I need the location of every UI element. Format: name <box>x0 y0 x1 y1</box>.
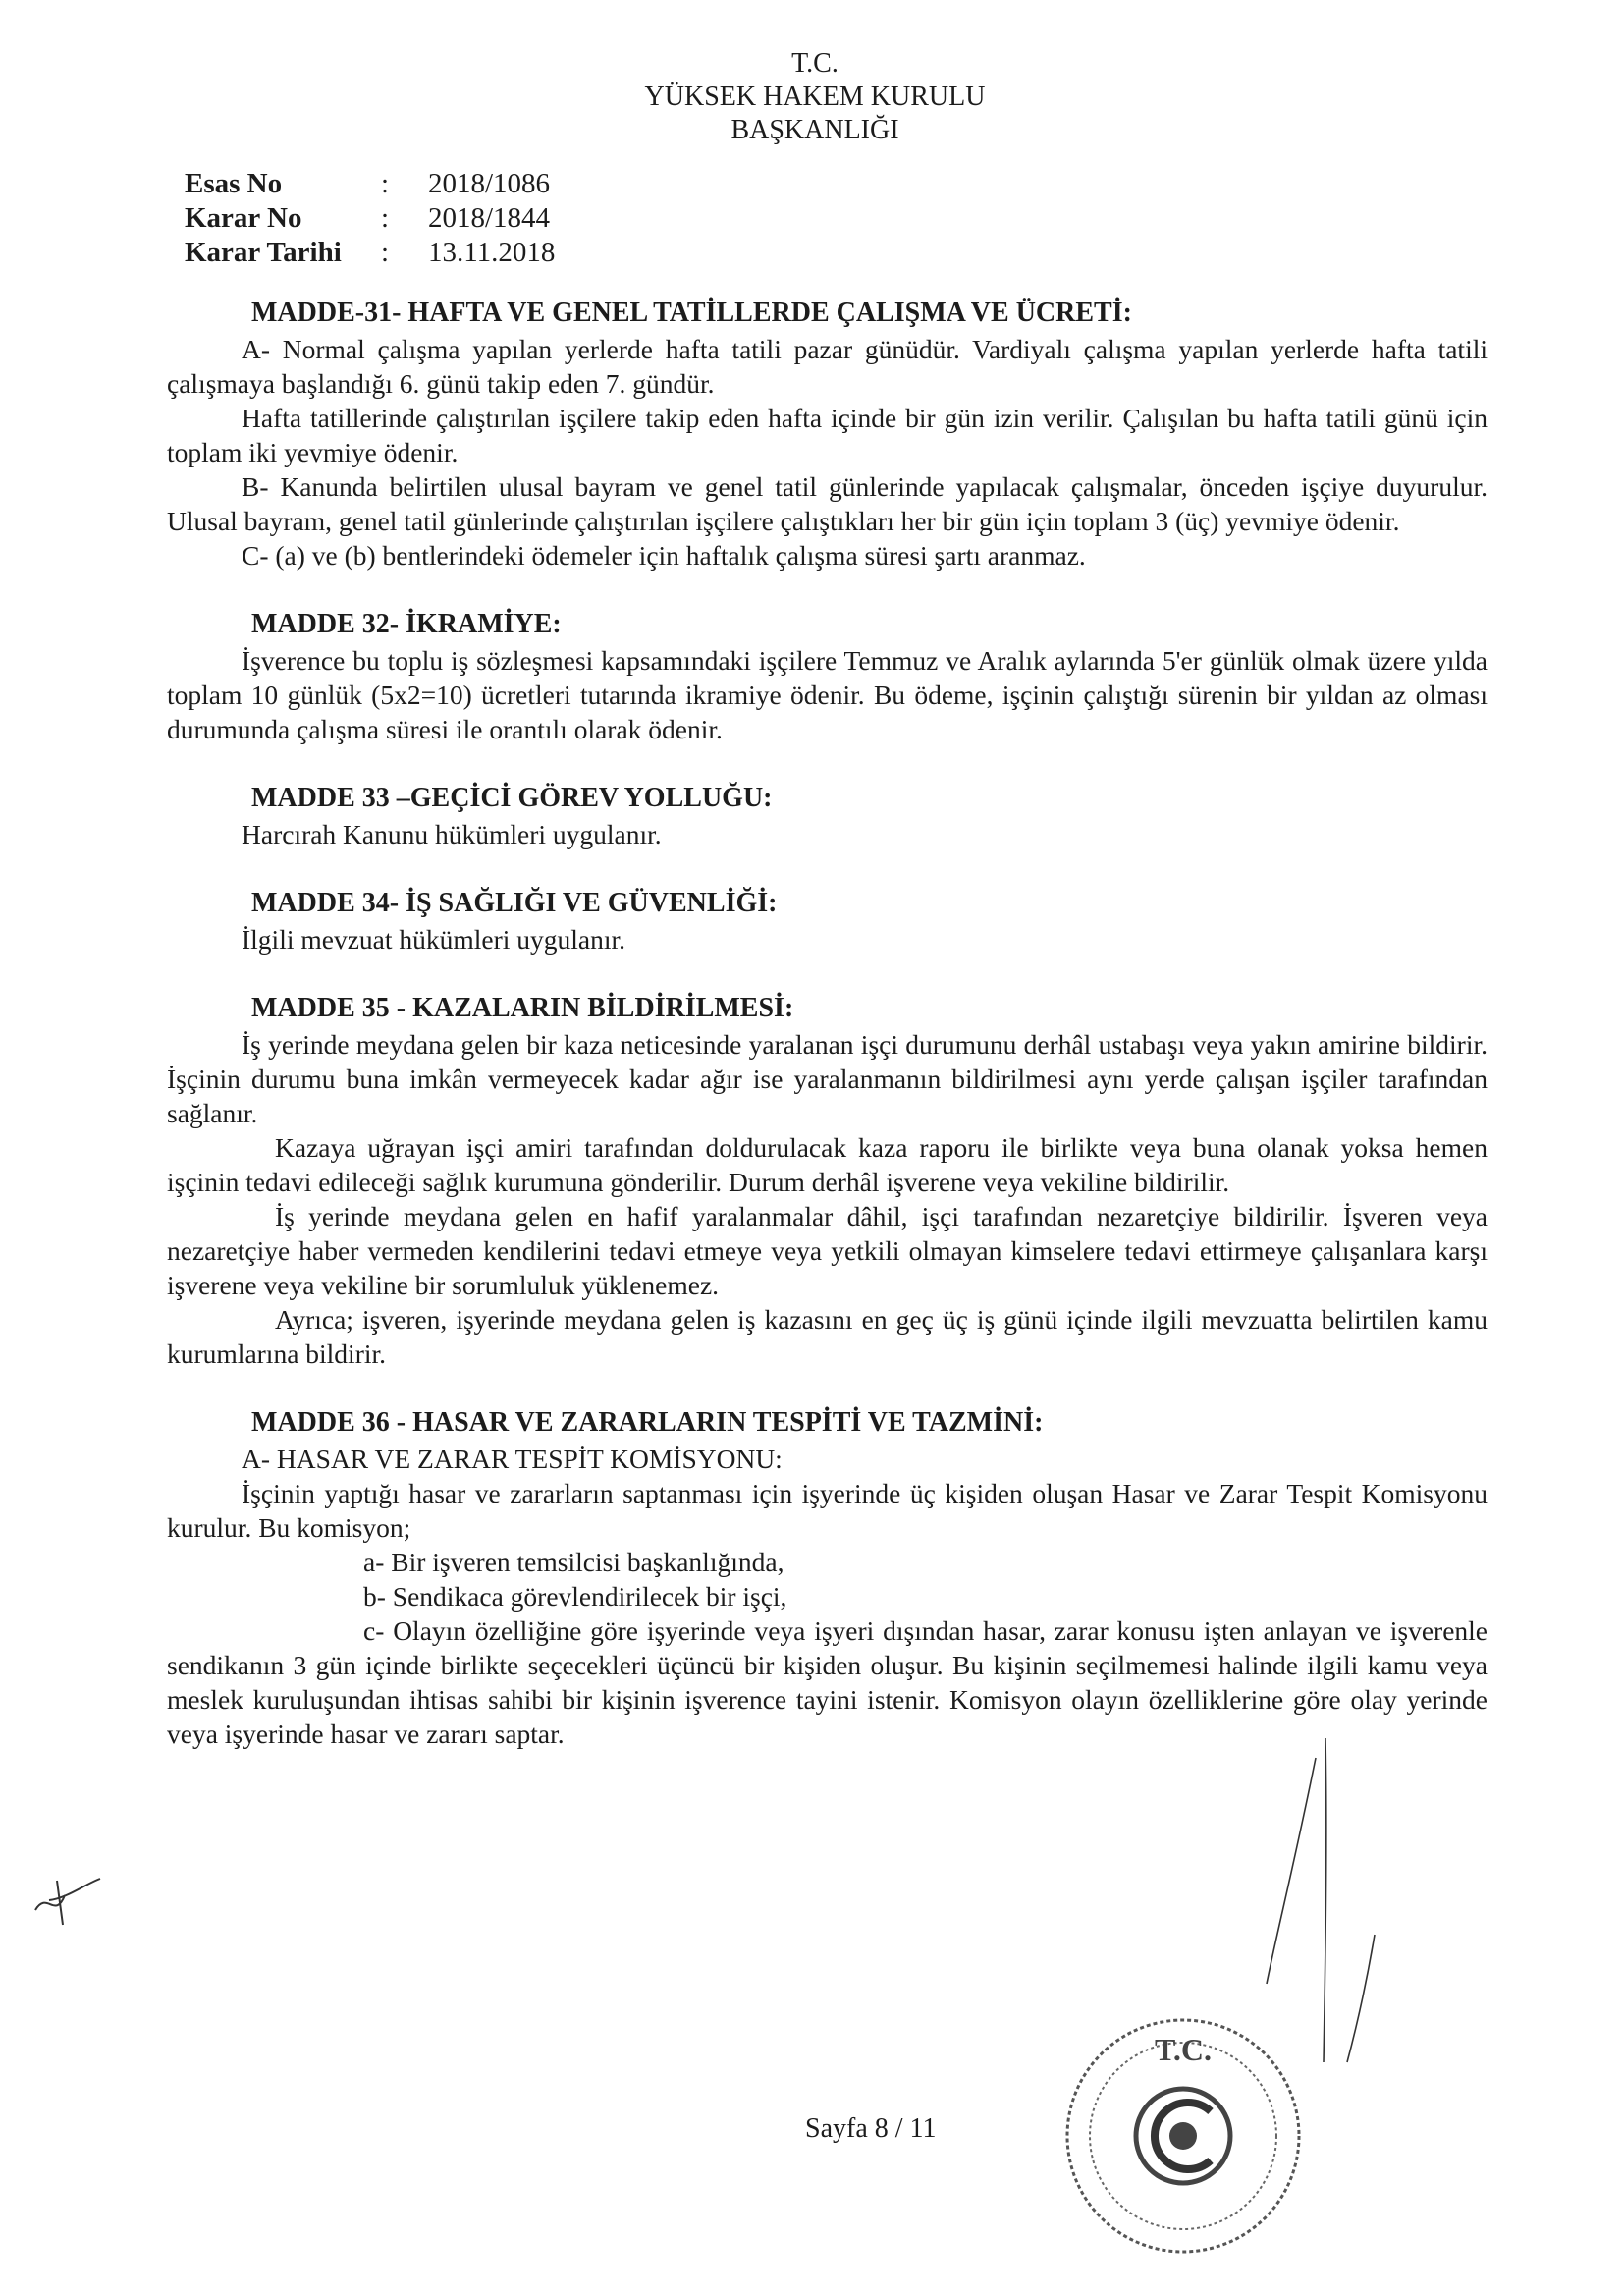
section-madde-33 <box>167 780 1488 851</box>
case-metadata <box>185 167 555 270</box>
section-madde-34 <box>167 885 1488 957</box>
meta-value: 2018/1844 <box>428 202 551 234</box>
header-line-1: T.C. <box>791 48 839 79</box>
paragraph: A- Normal çalışma yapılan yerlerde hafta tatili pazar günüdür. Vardiyalı çalışma yapılan yerlerde hafta tatili çalışmaya başlandığı 6. günü takip eden 7. gündür. <box>167 334 1488 399</box>
section-madde-31 <box>167 295 1488 573</box>
meta-label: Karar Tarihi <box>185 237 342 268</box>
section-madde-35 <box>167 990 1488 1371</box>
signature-icon <box>1257 1738 1394 2072</box>
paragraph: İş yerinde meydana gelen bir kaza neticesinde yaralanan işçi durumunu derhâl ustabaşı veya yakın amirine bildirir. İşçinin durumu buna imkân vermeyecek kadar ağır ise yaralanmanın bildirilmesi aynı yerde çalışan işçiler tarafından sağlanır. <box>167 1029 1488 1128</box>
meta-colon: : <box>381 168 390 199</box>
paragraph: c- Olayın özelliğine göre işyerinde veya işyeri dışından hasar, zarar konusu işten anlayan ve işverenle sendikanın 3 gün içinde birlikte seçecekleri üçüncü bir kişiden oluşur. Bu kişinin seçilmemesi halinde ilgili kamu veya meslek kuruluşundan ihtisas sahibi bir kişinin işverence tayini istenir. Komisyon olayın özelliklerine göre olay yerinde veya işyerinde hasar ve zararı saptar. <box>167 1615 1488 1749</box>
paragraph: Hafta tatillerinde çalıştırılan işçilere takip eden hafta içinde bir gün izin verilir. Çalışılan bu hafta tatili günü için toplam iki yevmiye ödenir. <box>167 403 1488 467</box>
section-title: MADDE 34- İŞ SAĞLIĞI VE GÜVENLİĞİ: <box>251 888 778 918</box>
meta-label: Karar No <box>185 202 302 234</box>
meta-value: 13.11.2018 <box>428 237 556 268</box>
paragraph: Ayrıca; işveren, işyerinde meydana gelen iş kazasını en geç üç iş günü içinde ilgili mevzuatta belirtilen kamu kurumlarına bildirir. <box>167 1304 1488 1369</box>
meta-row-esas <box>185 167 555 201</box>
paragraph: B- Kanunda belirtilen ulusal bayram ve genel tatil günlerinde yapılacak çalışmalar, önceden işçiye duyurulur. Ulusal bayram, genel tatil günlerinde çalıştırılan işçilere çalıştıkları her bir gün için toplam 3 (üç) yevmiye ödenir. <box>167 471 1488 536</box>
section-title: MADDE 35 - KAZALARIN BİLDİRİLMESİ: <box>251 993 794 1023</box>
list-item: b- Sendikaca görevlendirilecek bir işçi, <box>363 1581 787 1612</box>
section-madde-36 <box>167 1404 1488 1751</box>
meta-colon: : <box>381 202 390 234</box>
section-madde-32 <box>167 606 1488 746</box>
meta-row-karar <box>185 201 555 236</box>
paragraph: Harcırah Kanunu hükümleri uygulanır. <box>242 819 662 849</box>
section-title: MADDE-31- HAFTA VE GENEL TATİLLERDE ÇALIŞMA VE ÜCRETİ: <box>251 298 1132 328</box>
paragraph: İlgili mevzuat hükümleri uygulanır. <box>242 924 626 955</box>
meta-colon: : <box>381 237 390 268</box>
initials-mark <box>27 1871 106 1935</box>
signature-mark <box>1257 1738 1394 2077</box>
document-body <box>167 295 1488 1751</box>
header-line-2: YÜKSEK HAKEM KURULU <box>644 82 986 112</box>
paragraph: Kazaya uğrayan işçi amiri tarafından doldurulacak kaza raporu ile birlikte veya buna olanak yoksa hemen işçinin tedavi edileceği sağlık kurumuna gönderilir. Durum derhâl işverene veya vekiline bildirilir. <box>167 1132 1488 1197</box>
section-subtitle: A- HASAR VE ZARAR TESPİT KOMİSYONU: <box>242 1444 783 1474</box>
section-title: MADDE 33 –GEÇİCİ GÖREV YOLLUĞU: <box>251 783 773 813</box>
list-item: a- Bir işveren temsilcisi başkanlığında, <box>363 1547 784 1577</box>
header-line-3: BAŞKANLIĞI <box>730 115 899 145</box>
meta-label: Esas No <box>185 168 283 199</box>
paragraph: İş yerinde meydana gelen en hafif yaralanmalar dâhil, işçi tarafından nezaretçiye bildirilir. İşveren veya nezaretçiye haber vermeden kendilerini tedavi etmeye veya yetkili olmayan kimselere tedavi ettirmeye çalışanlara karşı işverene veya vekiline bir sorumluluk yüklenemez. <box>167 1201 1488 1300</box>
page-number: Sayfa 8 / 11 <box>805 2113 937 2144</box>
meta-value: 2018/1086 <box>428 168 551 199</box>
institution-header <box>569 47 1060 147</box>
section-title: MADDE 36 - HASAR VE ZARARLARIN TESPİTİ VE TAZMİNİ: <box>251 1407 1044 1438</box>
paragraph: İşçinin yaptığı hasar ve zararların saptanması için işyerinde üç kişiden oluşan Hasar ve Zarar Tespit Komisyonu kurulur. Bu komisyon; <box>167 1478 1488 1543</box>
meta-row-tarih <box>185 236 555 270</box>
stamp-text: T.C. <box>1154 2032 1213 2067</box>
paragraph: İşverence bu toplu iş sözleşmesi kapsamındaki işçilere Temmuz ve Aralık aylarında 5'er günlük olmak üzere yılda toplam 10 günlük (5x2=10) ücretleri tutarında ikramiye ödenir. Bu ödeme, işçinin çalıştığı sürenin bir yıldan az olması durumunda çalışma süresi ile orantılı olarak ödenir. <box>167 645 1488 744</box>
section-title: MADDE 32- İKRAMİYE: <box>251 609 562 639</box>
initials-signature-icon <box>27 1871 106 1930</box>
paragraph: C- (a) ve (b) bentlerindeki ödemeler için haftalık çalışma süresi şartı aranmaz. <box>242 540 1086 571</box>
